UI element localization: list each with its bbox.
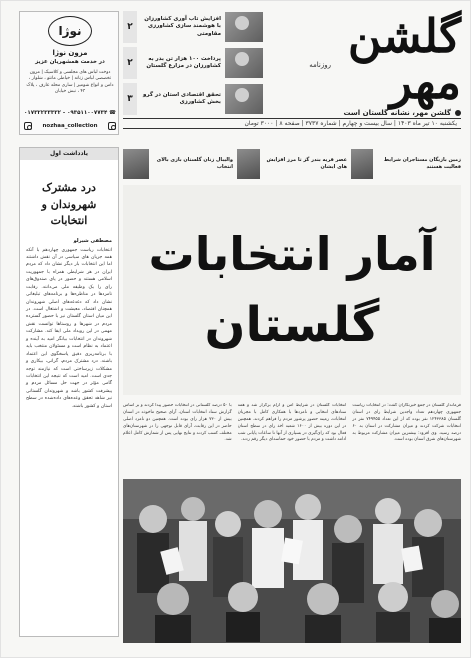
editorial-column: [19, 147, 119, 637]
strip-photo: [123, 149, 149, 179]
editorial-title[interactable]: درد مشترک شهروندان و انتخابات: [41, 181, 97, 227]
ad-description: دوخت لباس های مجلسی و کلاسیک | مزون تخصصی لباس زنانه | خیاطی مانتو ، شلوار ، دامن و انواع شومیز | ساری محله عارف ، پلاک ۴۳ ، نبش خیابان: [26, 70, 114, 94]
instagram-icon: [108, 122, 116, 130]
voters-photo: [123, 479, 461, 643]
page-number: ۲: [123, 11, 137, 43]
crowd-illustration: [123, 479, 461, 643]
tagline-text: گلشن مهر، نشانه گلستان است: [343, 109, 451, 117]
advertisement-box: [19, 11, 119, 135]
ad-instagram-row: [24, 121, 116, 131]
article-column: فرماندار گلستان در جمع خبرنگاران گفت: در انتخابات ریاست جمهوری چهاردهم تعداد واجدین شرایط رای در استان گلستان ۱۲۴۳۳۸۵ نفر بوده که از این تعداد ۷۴۹۴۵۵ نفر در انتخابات شرکت کردند و میزان مشارکت در استان به ۶۰ درصد رسید. وی افزود: بیشترین میزان مشارکت مربوط به شهرستان‌های شرق استان بوده است.: [352, 403, 461, 443]
teaser-photo: [225, 84, 263, 114]
instagram-icon: [24, 122, 32, 130]
issue-info-bar: یکشنبه ۱۰ تیر ماه ۱۴۰۳ | سال بیست و چهارم | شماره ۳۷۳۷ | صفحه ۸ | ۳۰۰۰ تومان: [123, 118, 461, 129]
newspaper-logo: گلشن مهر: [347, 9, 461, 109]
main-headline[interactable]: [123, 185, 461, 395]
article-column: انتخابات گلستان در شرایط امن و آرام برگزار شد و همه ستادهای انتخابی و نامزدها با همکاری کامل با مجریان انتخابات، زمینه حضور پرشور مردم را فراهم کردند. همچنین در این دوره بیش از ۱۶۰۰ شعبه اخذ رای در سطح استان فعال بود که رای‌گیری در بسیاری از آنها تا ساعات پایانی شب ادامه داشت و مردم با حضور خود حماسه‌ای دیگر رقم زدند.: [237, 403, 347, 443]
article-column: با ۵۰ درصد گلستانی در انتخابات حضور پیدا کردند و بر اساس گزارش ستاد انتخابات استان، آرای صحیح ماخوذه در استان بیش از ۷۳۰ هزار رای بوده است. همچنین دو نامزد اصلی حاضر در این رقابت، آرای قابل توجهی را در شهرستان‌های مختلف کسب کردند و نتایج نهایی پس از شمارش کامل اعلام شد.: [122, 403, 232, 443]
teaser-text: افزایش تاب آوری کشاورزان با هوشمند سازی کشاورزی مقاومتی: [144, 15, 221, 37]
strip-item[interactable]: [351, 147, 461, 181]
page-number: ۲: [123, 47, 137, 79]
editorial-body: انتخابات ریاست جمهوری چهاردهم با آنکه همه جریان های سیاسی در آن نقش داشتند اما این انتخابات بار دیگر نشان داد که مردم ایران در هر شرایطی همراه با جمهوریت اسلامی هستند و حضور در پای صندوق‌های رای را یک وظیفه ملی می‌دانند. رقابت نامزدها در مناظره‌ها و برنامه‌های تبلیغاتی نشان داد که دغدغه‌های اصلی شهروندان همچنان اقتصاد، معیشت و اشتغال است. در این میان استان گلستان نیز با حضور گسترده مردم در شهرها و روستاها توانست نقش مهمی در این رویداد ملی ایفا کند. مشارکت شهروندان در انتخابات بیانگر امید به آینده و اعتماد به نظام است و مسئولان منتخب باید با برنامه‌ریزی دقیق پاسخگوی این اعتماد باشند. درد مشترک مردم، گرانی، بیکاری و مشکلات زیرساختی است که نیازمند توجه جدی است. امید است که نتیجه این انتخابات گامی مؤثر در جهت حل مسائل مردم و پیشرفت کشور باشد و شهروندان گلستانی نیز شاهد تحقق وعده‌های داده‌شده در سطح استان و کشور باشند.: [26, 247, 112, 409]
teaser-item[interactable]: [123, 83, 263, 115]
bullet-icon: [455, 110, 461, 116]
ad-phone: ۰۹۳۵۱۱۰۰۷۷۳۴ - ۰۱۷۳۲۲۳۳۳۳۲: [24, 110, 108, 116]
teaser-text: پرداخت ۱۰۰ هزار تن بذر به کشاورزان در مزارع گلستان: [146, 55, 221, 69]
tagline: [343, 109, 461, 117]
editorial-author: مصطفی شیرلو: [73, 237, 112, 244]
phone-icon: ☎: [109, 110, 116, 116]
teaser-item[interactable]: [123, 11, 263, 43]
brand-logo: نوژا: [48, 16, 92, 46]
strip-text: والیبال زنان گلستان بازی بالای انتخاب: [156, 157, 233, 170]
section-label: یادداشت اول: [20, 148, 118, 160]
strip-item[interactable]: [237, 147, 347, 181]
ad-subtitle: در خدمت همشهریان عزیز: [35, 59, 105, 65]
strip-item[interactable]: [123, 147, 233, 181]
headline-line-1: آمار انتخابات: [148, 227, 436, 281]
ad-title: مزون نوژا: [52, 49, 88, 57]
strip-photo: [351, 149, 373, 179]
news-strip: [123, 147, 461, 181]
page-number: ۳: [123, 83, 137, 115]
masthead: [265, 9, 461, 123]
headline-line-2: گلستان: [204, 297, 380, 353]
teaser-photo: [225, 12, 263, 42]
logo-subtitle: روزنامه: [309, 61, 331, 69]
article-body: [123, 403, 461, 475]
strip-text: زمین بازیگان مستاجران شرایط فعالیت هستند: [383, 157, 461, 170]
teaser-photo: [225, 48, 263, 78]
ad-phone-row: [24, 108, 116, 118]
ad-instagram[interactable]: nozhaa_collection: [42, 123, 98, 129]
teaser-text: تحقق اقتصادی استان در گرو بخش کشاورزی: [142, 91, 221, 105]
teaser-item[interactable]: [123, 47, 263, 79]
strip-photo: [237, 149, 260, 179]
top-teasers: [123, 11, 263, 115]
strip-text: عصر قریه بندر گز تا مرز افزایش های ایشان: [266, 157, 347, 170]
